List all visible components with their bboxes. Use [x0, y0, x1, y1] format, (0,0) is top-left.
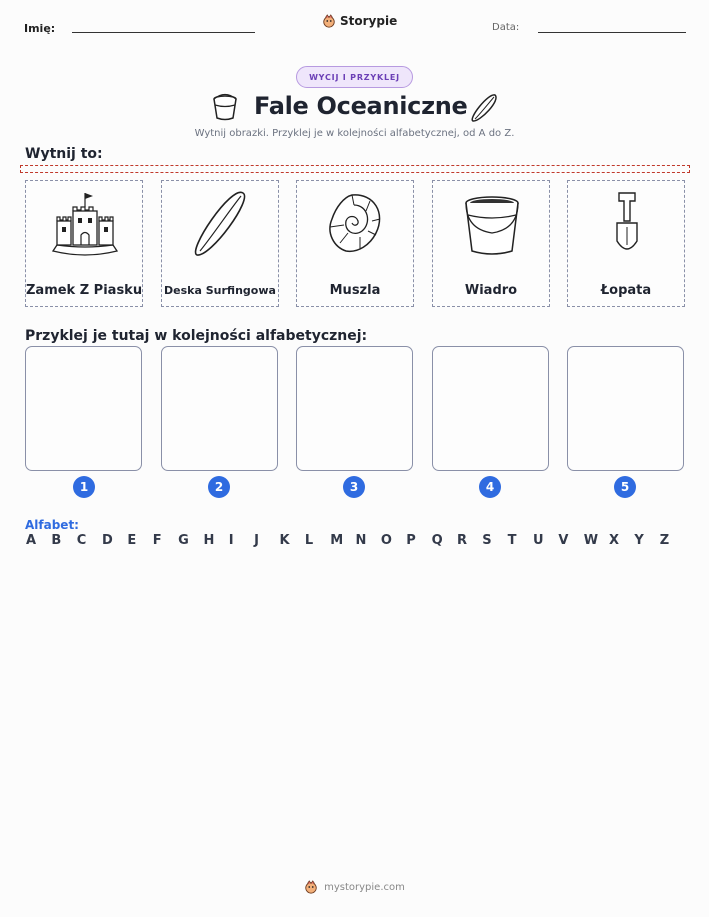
alphabet-letter: B: [51, 533, 62, 548]
alphabet-letter: E: [127, 533, 137, 548]
bucket-icon: [211, 92, 239, 122]
alphabet-letter: M: [330, 533, 344, 548]
alphabet-letter: F: [152, 533, 162, 548]
storypie-logo-icon: [304, 880, 318, 894]
slot-number: 3: [343, 476, 365, 498]
surfboard-icon: [468, 92, 500, 124]
paste-slot-5[interactable]: [567, 346, 684, 471]
card-label: Zamek Z Piasku: [26, 283, 143, 298]
alphabet-letter: Z: [659, 533, 670, 548]
paste-slot-2[interactable]: [161, 346, 278, 471]
slot-number: 5: [614, 476, 636, 498]
alphabet-letter: A: [26, 533, 37, 548]
name-field-line[interactable]: [72, 32, 255, 33]
card-surfboard[interactable]: [161, 180, 279, 307]
alphabet-letter: J: [254, 533, 259, 548]
alphabet-letter: Y: [634, 533, 644, 548]
alphabet-letter: K: [279, 533, 290, 548]
bucket-icon: [452, 189, 532, 259]
activity-badge: WYCIJ I PRZYKLEJ: [296, 66, 413, 88]
card-seashell[interactable]: [296, 180, 414, 307]
title-row: [0, 90, 709, 126]
card-sandcastle[interactable]: [25, 180, 143, 307]
slot-number: 4: [479, 476, 501, 498]
brand-logo: [322, 14, 397, 28]
alphabet-letter: L: [304, 533, 314, 548]
alphabet-letter: G: [178, 533, 189, 548]
alphabet-letter: V: [558, 533, 569, 548]
alphabet-letter: R: [456, 533, 467, 548]
alphabet-row: [26, 533, 686, 551]
surfboard-icon: [181, 189, 261, 259]
card-label: Muszla: [329, 283, 381, 298]
card-shovel[interactable]: [567, 180, 685, 307]
alphabet-letter: W: [583, 533, 599, 548]
slot-number: 2: [208, 476, 230, 498]
paste-slot-3[interactable]: [296, 346, 413, 471]
alphabet-label: Alfabet:: [25, 518, 79, 532]
alphabet-letter: H: [203, 533, 215, 548]
name-label: Imię:: [24, 22, 56, 35]
page-header: [0, 14, 709, 44]
shovel-icon: [587, 189, 667, 259]
brand-name: Storypie: [340, 14, 398, 28]
footer: [0, 880, 709, 894]
date-field-line[interactable]: [538, 32, 686, 33]
card-label: Wiadro: [464, 283, 518, 298]
alphabet-letter: U: [533, 533, 544, 548]
cut-line: [20, 165, 690, 173]
seashell-icon: [316, 189, 396, 259]
alphabet-letter: D: [102, 533, 113, 548]
cut-heading: Wytnij to:: [25, 146, 103, 162]
storypie-logo-icon: [322, 14, 336, 28]
paste-slot-4[interactable]: [432, 346, 549, 471]
alphabet-letter: X: [609, 533, 620, 548]
alphabet-letter: T: [507, 533, 517, 548]
alphabet-letter: O: [380, 533, 392, 548]
card-label: Deska Surfingowa: [164, 284, 276, 297]
card-label: Łopata: [600, 283, 652, 298]
alphabet-letter: N: [355, 533, 367, 548]
instructions: Wytnij obrazki. Przyklej je w kolejności alfabetycznej, od A do Z.: [194, 128, 515, 139]
sandcastle-icon: [45, 189, 125, 259]
alphabet-letter: I: [228, 533, 234, 548]
alphabet-letter: C: [76, 533, 87, 548]
alphabet-letter: P: [406, 533, 416, 548]
paste-slot-1[interactable]: [25, 346, 142, 471]
slot-number: 1: [73, 476, 95, 498]
card-bucket[interactable]: [432, 180, 550, 307]
date-label: Data:: [492, 22, 520, 33]
paste-heading: Przyklej je tutaj w kolejności alfabetycznej:: [25, 328, 368, 344]
footer-url: mystorypie.com: [324, 881, 405, 893]
alphabet-letter: S: [482, 533, 492, 548]
page-title: Fale Oceaniczne: [254, 92, 468, 120]
alphabet-letter: Q: [431, 533, 443, 548]
